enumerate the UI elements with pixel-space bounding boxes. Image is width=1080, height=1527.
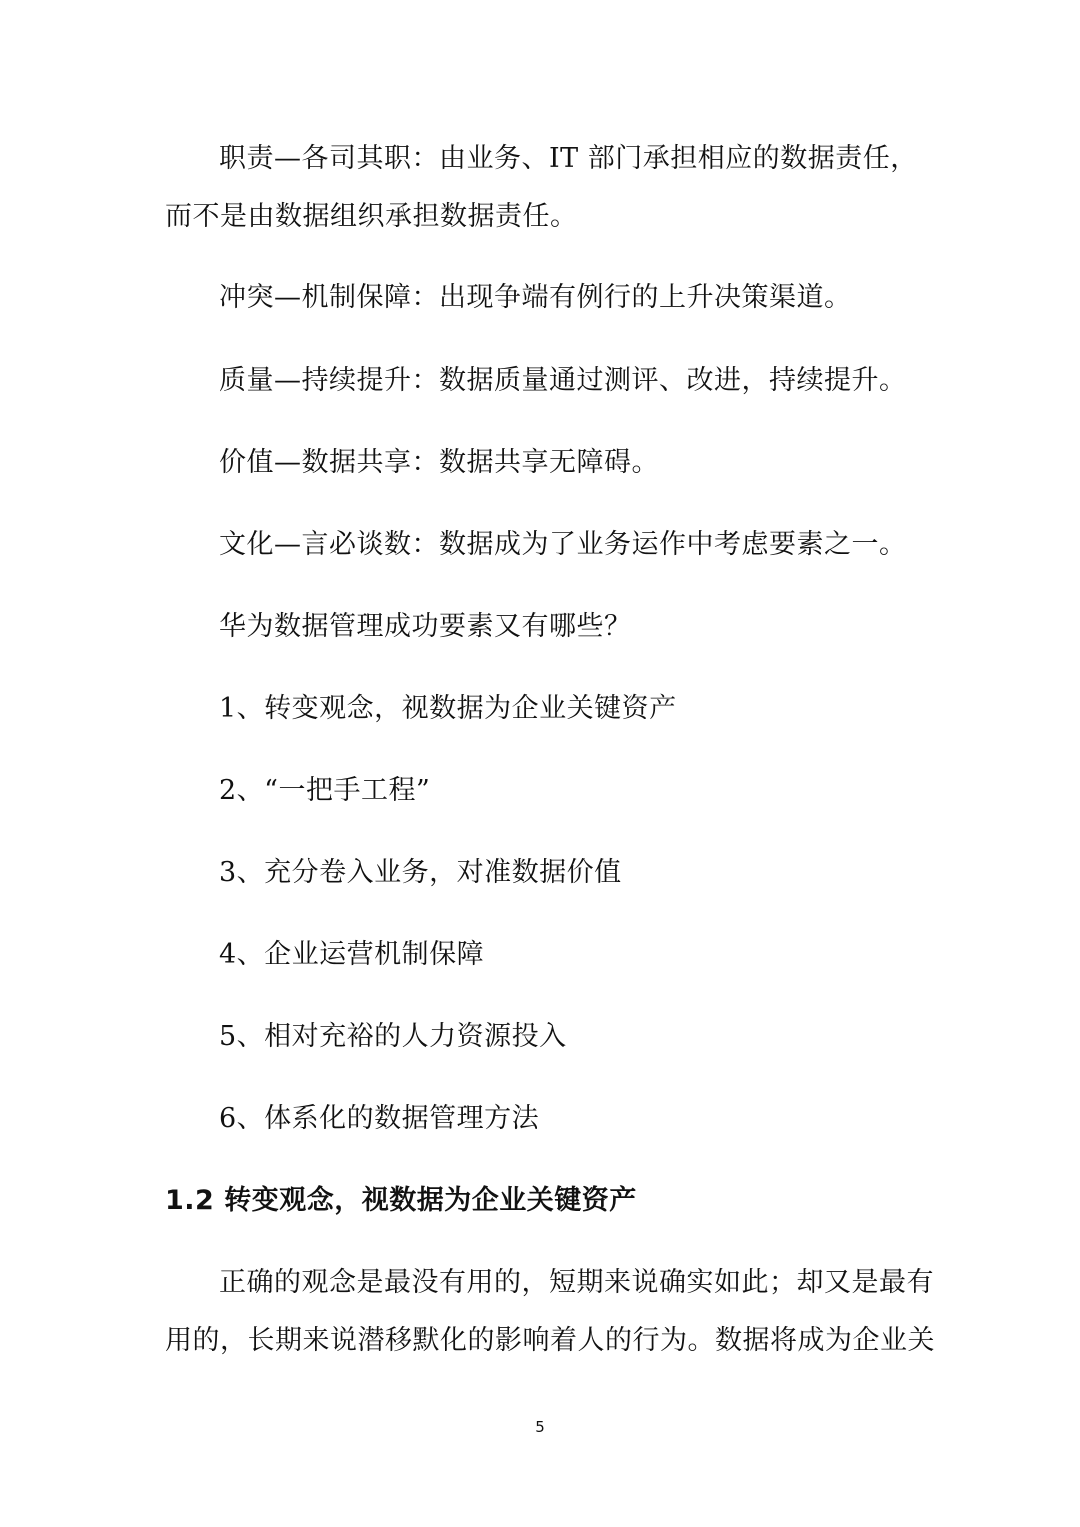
paragraph-quality: 质量—持续提升：数据质量通过测评、改进，持续提升。 — [219, 365, 907, 396]
section-paragraph-line-2: 用的，长期来说潜移默化的影响着人的行为。数据将成为企业关 — [165, 1325, 935, 1356]
list-item: 1、转变观念，视数据为企业关键资产 — [219, 693, 677, 724]
section-paragraph-line-1: 正确的观念是最没有用的，短期来说确实如此；却又是最有 — [219, 1267, 934, 1298]
paragraph-culture: 文化—言必谈数：数据成为了业务运作中考虑要素之一。 — [219, 529, 907, 560]
list-item: 6、体系化的数据管理方法 — [219, 1103, 540, 1134]
paragraph-conflict: 冲突—机制保障：出现争端有例行的上升决策渠道。 — [219, 282, 852, 313]
paragraph-responsibility-line-2: 而不是由数据组织承担数据责任。 — [165, 201, 578, 232]
list-item: 4、企业运营机制保障 — [219, 939, 485, 970]
section-heading: 1.2 转变观念，视数据为企业关键资产 — [165, 1185, 637, 1216]
page-number: 5 — [535, 1418, 545, 1436]
list-item: 5、相对充裕的人力资源投入 — [219, 1021, 567, 1052]
list-item: 3、充分卷入业务，对准数据价值 — [219, 857, 622, 888]
paragraph-responsibility-line-1: 职责—各司其职：由业务、IT 部门承担相应的数据责任， — [219, 143, 918, 174]
paragraph-question: 华为数据管理成功要素又有哪些？ — [219, 611, 632, 642]
paragraph-value: 价值—数据共享：数据共享无障碍。 — [219, 447, 659, 478]
list-item: 2、“一把手工程” — [219, 775, 431, 806]
